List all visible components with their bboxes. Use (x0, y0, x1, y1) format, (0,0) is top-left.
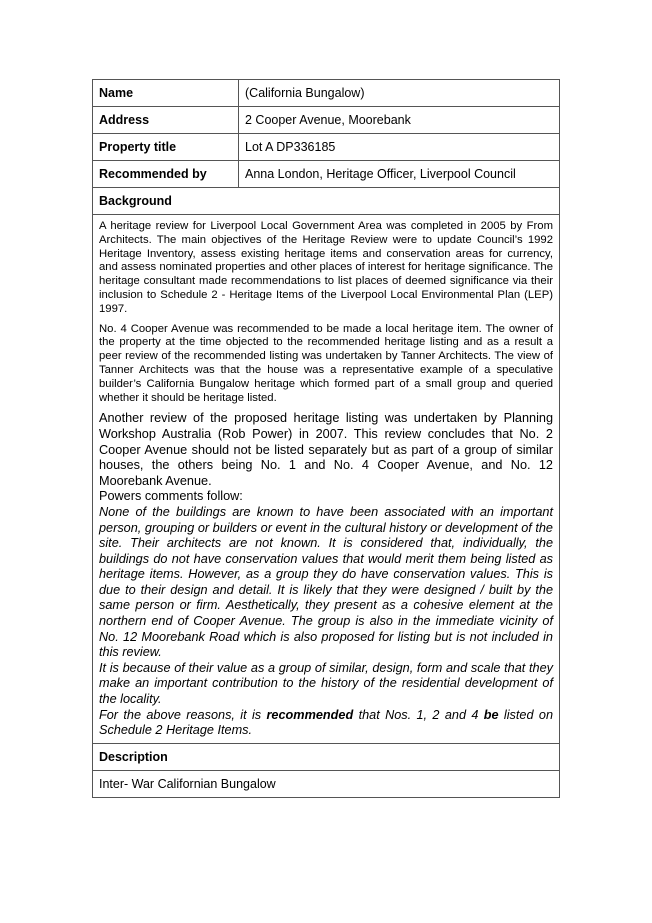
row-recommended-by (93, 161, 560, 188)
quote-3-part-c: that Nos. 1, 2 and 4 (353, 707, 484, 722)
row-description-body (93, 770, 560, 797)
heritage-item-table (92, 79, 560, 798)
row-background-body (93, 215, 560, 744)
address-value: 2 Cooper Avenue, Moorebank (239, 107, 560, 134)
quote-3-recommended: recommended (266, 707, 354, 722)
quote-3-part-e: listed on Schedule 2 Heritage Items. (99, 707, 554, 738)
background-paragraph-2: No. 4 Cooper Avenue was recommended to be made a local heritage item. The owner of the property at the time objected to the recommended heritage listing and as a result a peer review of the recommended listing was undertaken by Tanner Architects. The view of Tanner Architects was that the house was a representative example of a speculative builder’s California Bungalow heritage which formed part of a small group and queried whether it should be heritage listed. (99, 322, 553, 404)
background-body (93, 215, 560, 744)
quote-paragraph-2: It is because of their value as a group of similar, design, form and scale that they make an important contribution to the history of the residential development of the locality. (99, 660, 553, 707)
row-background-heading (93, 188, 560, 215)
background-paragraph-3: Another review of the proposed heritage listing was undertaken by Planning Workshop Australia (Rob Power) in 2007. This review concludes that No. 2 Cooper Avenue should not be listed separately but as part of a group of similar houses, the others being No. 1 and No. 4 Cooper Avenue, and No. 12 Moorebank Avenue. (99, 411, 553, 488)
quote-paragraph-1: None of the buildings are known to have been associated with an important person, grouping or builders or event in the cultural history or development of the site. Their architects are not known. It is considered that, individually, the buildings do not have conservation values that would merit them being listed as heritage items. However, as a group they do have conservation values. This is due to their design and detail. It is likely that they were designed / built by the same person or firm. Aesthetically, they present as a cohesive element at the northern end of Cooper Avenue. The group is also in the immediate vicinity of No. 12 Moorebank Road which is also proposed for listing but is not included in this review. (99, 504, 553, 660)
background-paragraph-4: Powers comments follow: (99, 489, 243, 504)
row-address (93, 107, 560, 134)
row-property-title (93, 134, 560, 161)
description-text: Inter- War Californian Bungalow (93, 770, 560, 797)
property-title-label: Property title (93, 134, 239, 161)
recommended-by-label: Recommended by (93, 161, 239, 188)
name-label: Name (93, 80, 239, 107)
quote-paragraph-3 (99, 708, 553, 739)
row-description-heading (93, 743, 560, 770)
property-title-value: Lot A DP336185 (239, 134, 560, 161)
quote-3-part-a: For the above reasons, it is (99, 707, 267, 722)
recommended-by-value: Anna London, Heritage Officer, Liverpool Council (239, 161, 560, 188)
heritage-item-sheet (92, 79, 560, 798)
background-heading: Background (93, 188, 560, 215)
name-value: (California Bungalow) (239, 80, 560, 107)
quote-3-be: be (483, 707, 499, 722)
description-heading: Description (93, 743, 560, 770)
address-label: Address (93, 107, 239, 134)
row-name (93, 80, 560, 107)
background-paragraph-1: A heritage review for Liverpool Local Government Area was completed in 2005 by From Architects. The main objectives of the Heritage Review were to update Council’s 1992 Heritage Inventory, assess existing heritage items and conservation areas for currency, and assess nominated properties and other places of interest for heritage significance. The heritage consultant made recommendations to list places of deemed significance via their inclusion to Schedule 2 - Heritage Items of the Liverpool Local Environmental Plan (LEP) 1997. (99, 220, 553, 315)
